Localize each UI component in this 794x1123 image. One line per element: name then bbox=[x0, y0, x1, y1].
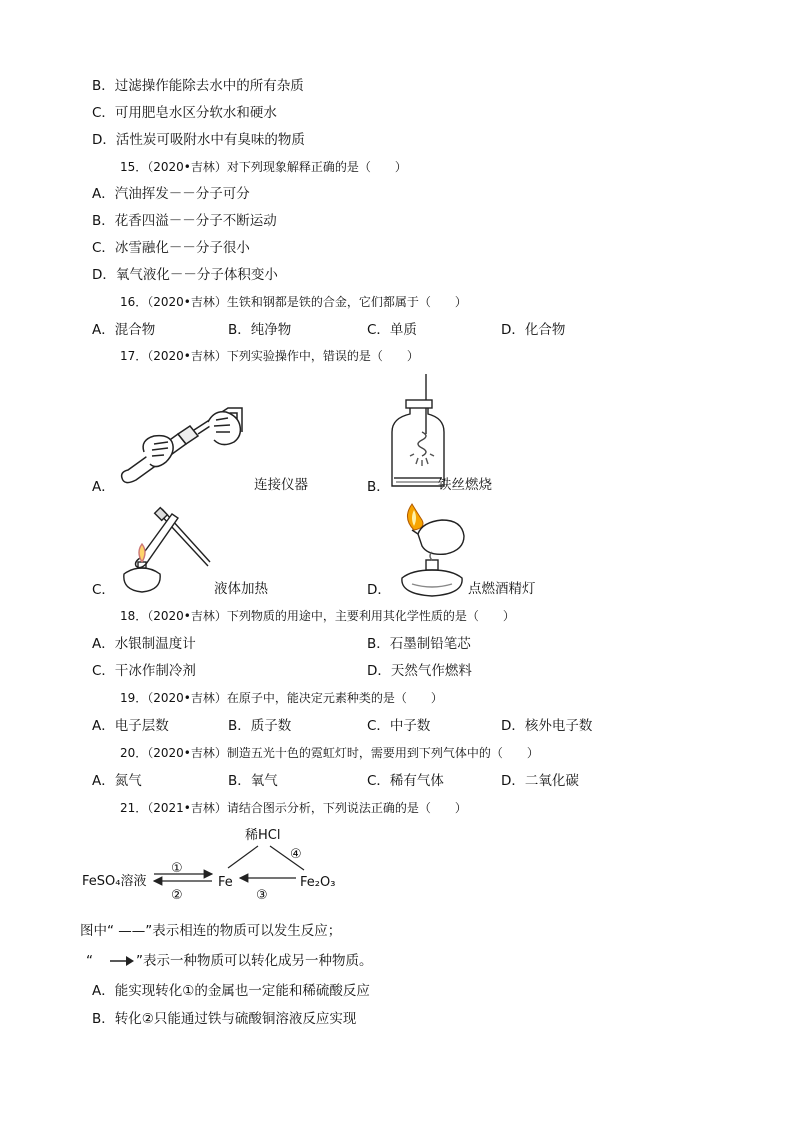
q15-option-d: D．氧气液化－－分子体积变小 bbox=[92, 267, 278, 283]
diagram-hcl: 稀HCl bbox=[245, 828, 281, 843]
q16-option-c: C．单质 bbox=[367, 322, 417, 338]
q21-option-a: A．能实现转化①的金属也一定能和稀硫酸反应 bbox=[92, 983, 370, 999]
q21-stem: 21．（2021•吉林）请结合图示分析，下列说法正确的是（ ） bbox=[120, 801, 467, 815]
q17-c-label: 液体加热 bbox=[214, 581, 268, 597]
q21-option-b: B．转化②只能通过铁与硫酸铜溶液反应实现 bbox=[92, 1011, 357, 1027]
q20-option-b: B．氧气 bbox=[228, 773, 278, 789]
q19-option-a: A．电子层数 bbox=[92, 718, 169, 734]
q17-a-label: 连接仪器 bbox=[254, 477, 308, 493]
figure-liquid-heating bbox=[112, 504, 212, 596]
q16-stem: 16．（2020•吉林）生铁和钢都是铁的合金，它们都属于（ ） bbox=[120, 295, 467, 309]
q14-option-c: C．可用肥皂水区分软水和硬水 bbox=[92, 105, 277, 121]
q17-d-label: 点燃酒精灯 bbox=[468, 581, 536, 597]
q15-option-c: C．冰雪融化－－分子很小 bbox=[92, 240, 250, 256]
q17-a-letter: A． bbox=[92, 479, 115, 495]
q16-option-a: A．混合物 bbox=[92, 322, 156, 338]
diagram-mark-2: ② bbox=[171, 888, 183, 903]
q15-stem: 15．（2020•吉林）对下列现象解释正确的是（ ） bbox=[120, 160, 407, 174]
diagram-feso4: FeSO₄溶液 bbox=[82, 874, 147, 889]
q21-note-2-open: “ bbox=[86, 953, 93, 969]
q20-option-a: A．氮气 bbox=[92, 773, 142, 789]
q17-b-letter: B． bbox=[367, 479, 390, 495]
q18-stem: 18．（2020•吉林）下列物质的用途中，主要利用其化学性质的是（ ） bbox=[120, 609, 515, 623]
q15-option-b: B．花香四溢－－分子不断运动 bbox=[92, 213, 277, 229]
q18-option-a: A．水银制温度计 bbox=[92, 636, 196, 652]
diagram-fe2o3: Fe₂O₃ bbox=[300, 875, 336, 890]
q21-note-1: 图中“ ——”表示相连的物质可以发生反应； bbox=[80, 923, 342, 939]
q19-option-c: C．中子数 bbox=[367, 718, 431, 734]
q18-option-d: D．天然气作燃料 bbox=[367, 663, 472, 679]
figure-light-alcohol-lamp bbox=[392, 500, 472, 598]
diagram-mark-3: ③ bbox=[256, 888, 268, 903]
diagram-mark-1: ① bbox=[171, 861, 183, 876]
figure-connect-apparatus bbox=[110, 392, 260, 492]
q16-option-d: D．化合物 bbox=[501, 322, 566, 338]
diagram-mark-4: ④ bbox=[290, 847, 302, 862]
q15-option-a: A．汽油挥发－－分子可分 bbox=[92, 186, 250, 202]
q17-stem: 17．（2020•吉林）下列实验操作中，错误的是（ ） bbox=[120, 349, 419, 363]
q21-note-arrow bbox=[108, 955, 136, 967]
q18-option-c: C．干冰作制冷剂 bbox=[92, 663, 196, 679]
q16-option-b: B．纯净物 bbox=[228, 322, 292, 338]
q21-note-2: ”表示一种物质可以转化成另一种物质。 bbox=[136, 953, 373, 969]
q19-option-d: D．核外电子数 bbox=[501, 718, 593, 734]
q20-option-d: D．二氧化碳 bbox=[501, 773, 579, 789]
q17-b-label: 铁丝燃烧 bbox=[438, 477, 492, 493]
q20-option-c: C．稀有气体 bbox=[367, 773, 444, 789]
diagram-fe: Fe bbox=[218, 875, 233, 890]
q19-option-b: B．质子数 bbox=[228, 718, 292, 734]
q18-option-b: B．石墨制铅笔芯 bbox=[367, 636, 471, 652]
reaction-diagram-lines bbox=[140, 840, 320, 900]
q17-c-letter: C． bbox=[92, 582, 115, 598]
q20-stem: 20．（2020•吉林）制造五光十色的霓虹灯时，需要用到下列气体中的（ ） bbox=[120, 746, 539, 760]
q14-option-b: B．过滤操作能除去水中的所有杂质 bbox=[92, 78, 304, 94]
q14-option-d: D．活性炭可吸附水中有臭味的物质 bbox=[92, 132, 305, 148]
q17-d-letter: D． bbox=[367, 582, 391, 598]
q19-stem: 19．（2020•吉林）在原子中，能决定元素种类的是（ ） bbox=[120, 691, 443, 705]
